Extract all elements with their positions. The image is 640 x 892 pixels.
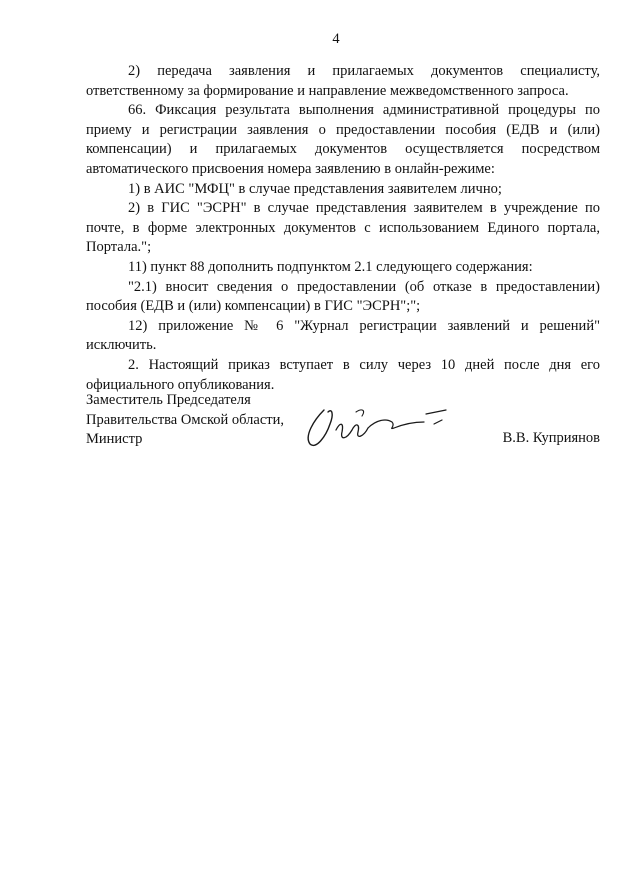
document-body [86, 62, 600, 395]
paragraph-line: автоматического присвоения номера заявлению в онлайн-режиме: [86, 160, 495, 177]
signatory-title-line: Правительства Омской области, [86, 411, 284, 428]
signatory-title [86, 391, 284, 450]
page-number: 4 [332, 31, 340, 47]
paragraph-line: 1) в АИС "МФЦ" в случае представления заявителем лично; [128, 180, 502, 197]
paragraph-line: 2) в ГИС "ЭСРН" в случае представления заявителем в учреждение по [128, 200, 600, 217]
paragraph-line: Портала."; [86, 239, 152, 256]
paragraph-line: исключить. [86, 337, 157, 354]
paragraph-line: ответственному за формирование и направление межведомственного запроса. [86, 82, 569, 99]
paragraph-line: 12) приложение № 6 "Журнал регистрации заявлений и решений" [128, 317, 600, 334]
paragraph-line: 11) пункт 88 дополнить подпунктом 2.1 следующего содержания: [128, 258, 533, 275]
paragraph-line: компенсации) и прилагаемых документов осуществляется посредством [86, 141, 600, 158]
signatory-name: В.В. Куприянов [502, 430, 600, 446]
paragraph-line: 2. Настоящий приказ вступает в силу через 10 дней после дня его [128, 356, 600, 373]
paragraph-line: 66. Фиксация результата выполнения административной процедуры по [128, 102, 600, 119]
paragraph-line: "2.1) вносит сведения о предоставлении (об отказе в предоставлении) [128, 278, 600, 295]
signatory-title-line: Заместитель Председателя [86, 392, 251, 408]
handwritten-signature [296, 400, 456, 452]
paragraph-line: пособия (ЕДВ и (или) компенсации) в ГИС "ЭСРН";"; [86, 298, 421, 315]
paragraph-line: почте, в форме электронных документов с использованием Единого портала, [86, 219, 600, 236]
paragraph-line: официального опубликования. [86, 376, 275, 393]
paragraph-line: 2) передача заявления и прилагаемых документов специалисту, [128, 63, 600, 79]
paragraph-line: приему и регистрации заявления о предоставлении пособия (ЕДВ и (или) [86, 121, 600, 138]
signatory-title-line: Министр [86, 431, 143, 448]
